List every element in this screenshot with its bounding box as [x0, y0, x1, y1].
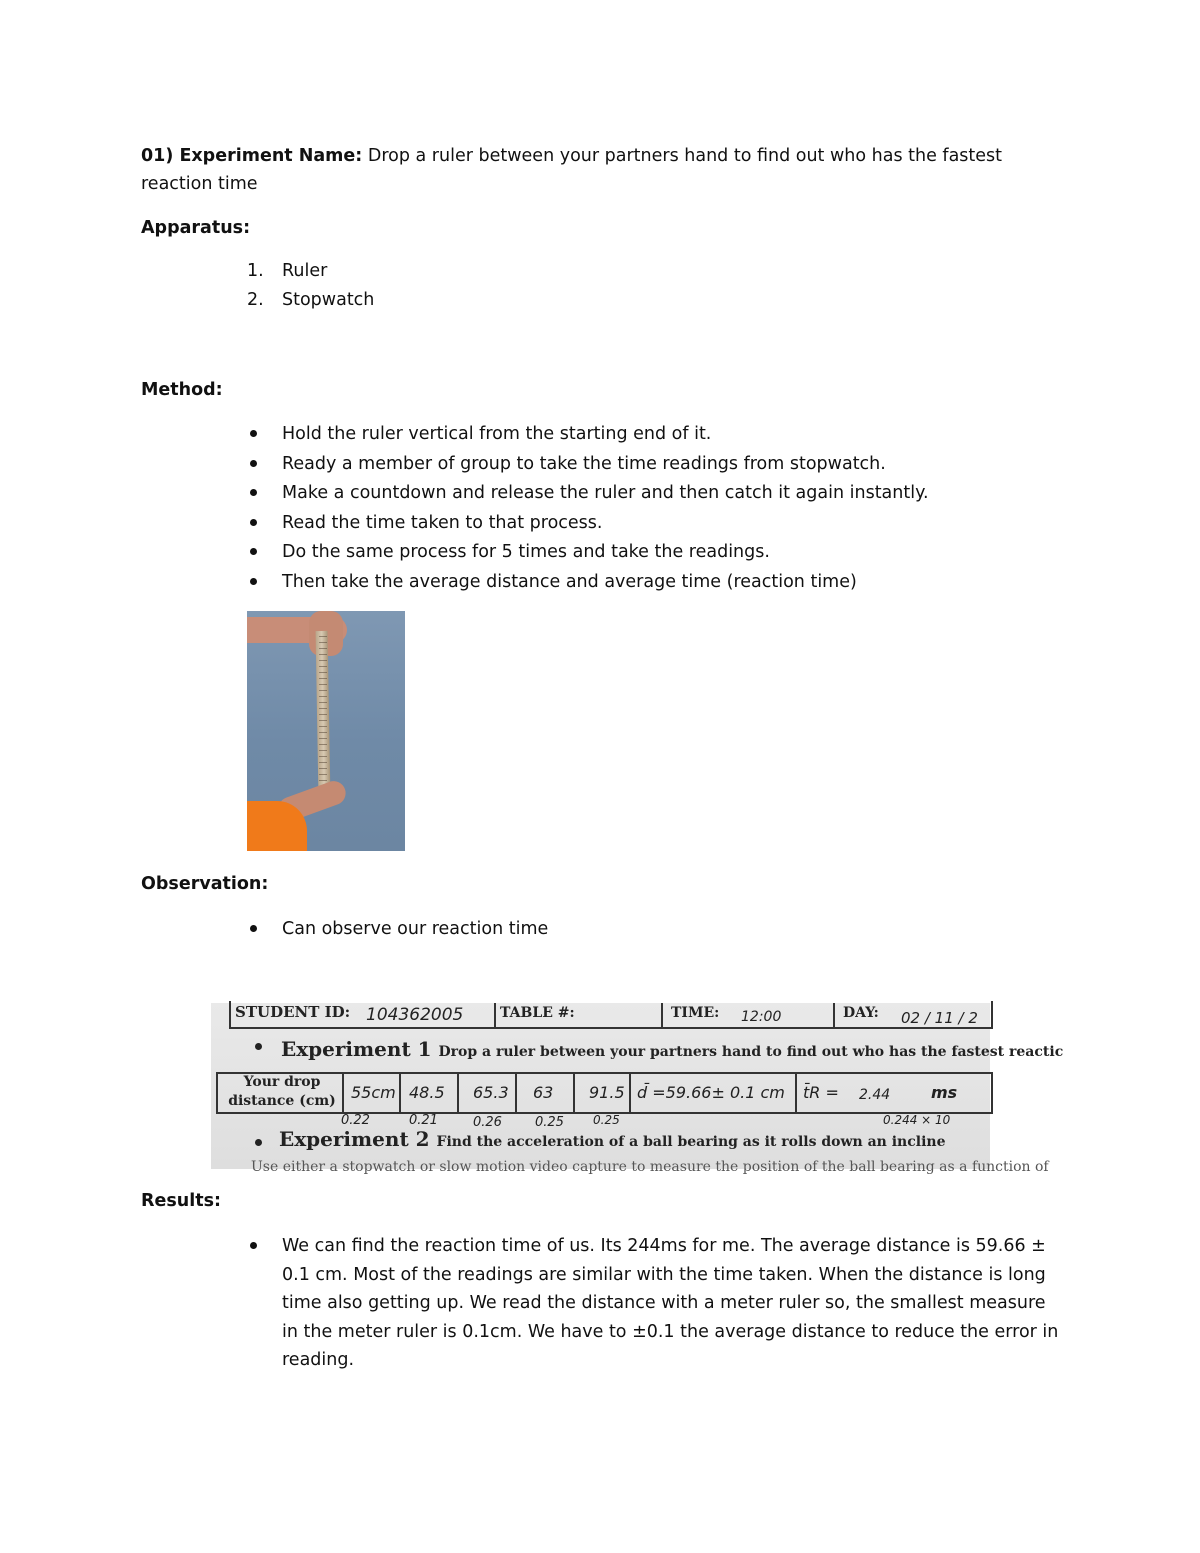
- observation-heading: Observation:: [141, 874, 269, 894]
- experiment2-instructions-cut: Use either a stopwatch or slow motion video capture to measure the position of the ball bearing as a function of: [251, 1159, 1049, 1175]
- day-label: DAY:: [843, 1005, 879, 1021]
- results-line: in the meter ruler is 0.1cm. We have to ±0.1 the average distance to reduce the error in: [282, 1322, 1059, 1342]
- time-4: 0.25: [535, 1115, 564, 1130]
- time-2: 0.21: [409, 1113, 438, 1128]
- list-number: 1.: [247, 261, 264, 281]
- distance-2: 48.5: [409, 1083, 445, 1102]
- distance-4: 63: [533, 1083, 554, 1102]
- bullet-icon: [250, 489, 257, 496]
- bullet-icon: [250, 430, 257, 437]
- divider: [629, 1073, 631, 1113]
- student-id-value: 104362005: [366, 1005, 464, 1025]
- average-time-value: 2.44: [859, 1087, 891, 1103]
- bullet-icon: [250, 1242, 257, 1249]
- divider: [342, 1073, 344, 1113]
- bullet-icon: [250, 925, 257, 932]
- divider: [833, 1003, 835, 1027]
- apparatus-item-stopwatch: Stopwatch: [282, 290, 375, 310]
- row-label-line2: distance (cm): [228, 1093, 336, 1109]
- experiment2-text: Find the acceleration of a ball bearing as it rolls down an incline: [436, 1134, 946, 1150]
- experiment1-heading: [281, 1037, 1063, 1061]
- bullet-icon: [250, 578, 257, 585]
- method-item: Make a countdown and release the ruler and then catch it again instantly.: [282, 483, 929, 503]
- bullet-icon: [250, 460, 257, 467]
- method-item: Do the same process for 5 times and take the readings.: [282, 542, 770, 562]
- day-value: 02 / 11 / 2: [901, 1009, 978, 1027]
- experiment-label: 01) Experiment Name:: [141, 146, 363, 166]
- method-item: Read the time taken to that process.: [282, 513, 603, 533]
- distance-5: 91.5: [589, 1083, 625, 1102]
- experiment-name-cont: reaction time: [141, 174, 258, 194]
- bullet-icon: [250, 519, 257, 526]
- time-label: TIME:: [671, 1005, 720, 1021]
- bullet-icon: [255, 1139, 262, 1146]
- divider: [399, 1073, 401, 1113]
- divider: [457, 1073, 459, 1113]
- divider: [795, 1073, 797, 1113]
- divider: [661, 1003, 663, 1027]
- method-item: Then take the average distance and average time (reaction time): [282, 572, 857, 592]
- divider: [515, 1073, 517, 1113]
- results-line: time also getting up. We read the distance with a meter ruler so, the smallest measure: [282, 1293, 1046, 1313]
- experiment1-number: Experiment 1: [281, 1037, 432, 1061]
- results-line: reading.: [282, 1350, 355, 1370]
- table-label: TABLE #:: [500, 1005, 575, 1021]
- bullet-icon: [255, 1043, 262, 1050]
- bullet-icon: [250, 548, 257, 555]
- ruler-ticks: [319, 636, 327, 791]
- average-time-label: t̄R =: [803, 1083, 839, 1102]
- list-number: 2.: [247, 290, 264, 310]
- distance-3: 65.3: [473, 1083, 509, 1102]
- observation-item: Can observe our reaction time: [282, 919, 549, 939]
- divider: [573, 1073, 575, 1113]
- experiment1-text: Drop a ruler between your partners hand to find out who has the fastest reactic: [438, 1044, 1064, 1060]
- distance-1: 55cm: [351, 1083, 396, 1102]
- divider: [494, 1003, 496, 1027]
- apparatus-heading: Apparatus:: [141, 218, 251, 238]
- experiment-name: Drop a ruler between your partners hand to find out who has the fastest: [362, 146, 1003, 166]
- method-item: Hold the ruler vertical from the starting end of it.: [282, 424, 712, 444]
- time-1: 0.22: [341, 1113, 370, 1128]
- results-line: 0.1 cm. Most of the readings are similar with the time taken. When the distance is long: [282, 1265, 1046, 1285]
- row-label: [223, 1073, 341, 1111]
- average-distance: d̄ =59.66± 0.1 cm: [637, 1083, 785, 1102]
- average-time-note: 0.244 × 10: [883, 1113, 951, 1127]
- method-item: Ready a member of group to take the time readings from stopwatch.: [282, 454, 886, 474]
- ruler-drop-photo: [247, 611, 405, 851]
- results-heading: Results:: [141, 1191, 221, 1211]
- time-3: 0.26: [473, 1115, 502, 1130]
- row-label-line1: Your drop: [243, 1074, 321, 1090]
- method-heading: Method:: [141, 380, 223, 400]
- experiment-title: [141, 142, 1041, 170]
- results-line: We can find the reaction time of us. Its 244ms for me. The average distance is 59.66 ±: [282, 1236, 1046, 1256]
- experiment2-heading: [279, 1127, 945, 1151]
- time-value: 12:00: [741, 1009, 782, 1025]
- experiment2-number: Experiment 2: [279, 1127, 430, 1151]
- student-id-label: STUDENT ID:: [235, 1003, 351, 1021]
- apparatus-item-ruler: Ruler: [282, 261, 328, 281]
- worksheet-scan: [211, 1003, 1064, 1175]
- average-time-unit: ms: [931, 1083, 958, 1102]
- time-5: 0.25: [593, 1113, 620, 1127]
